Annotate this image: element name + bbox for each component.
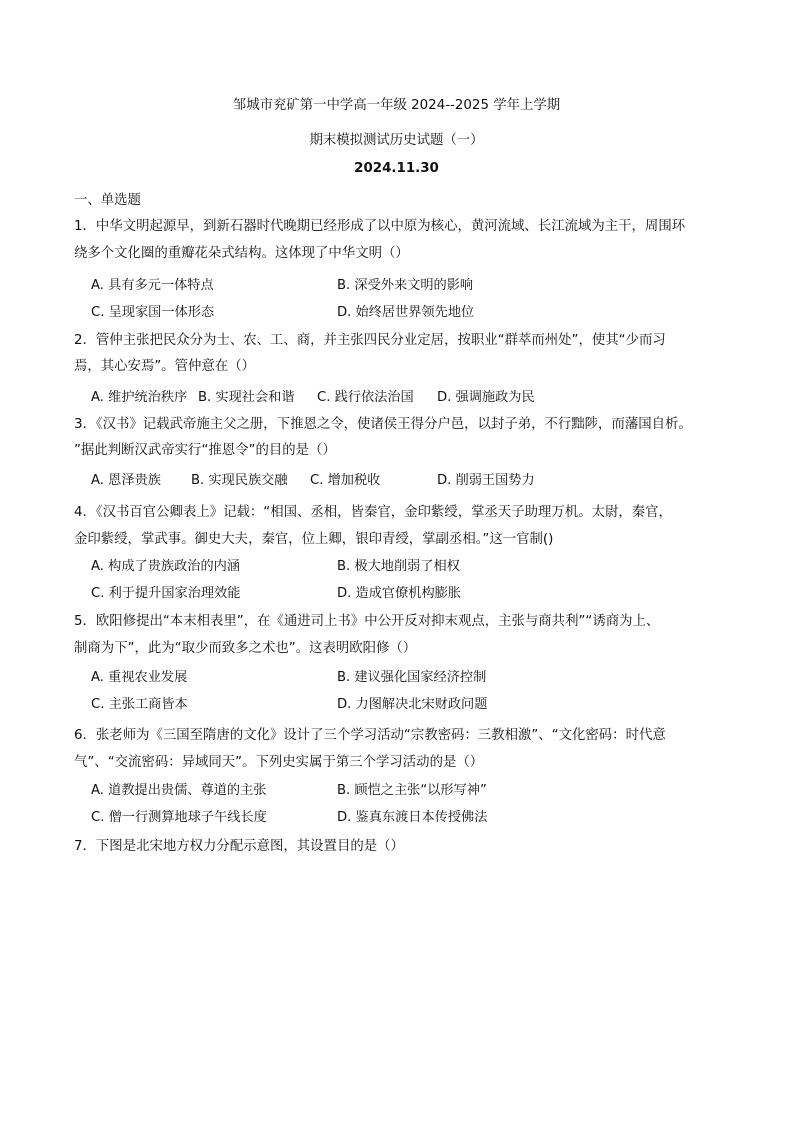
exam-title: 邹城市兖矿第一中学高一年级 2024--2025 学年上学期 <box>232 98 561 113</box>
question-2-option-d: D. 强调施政为民 <box>437 390 535 405</box>
question-1-option-b: B. 深受外来文明的影响 <box>337 278 474 293</box>
question-4-line-2: 金印紫绶，掌武事。御史大夫，秦官，位上卿，银印青绶，掌副丞相。”这一官制() <box>74 532 554 547</box>
exam-subtitle: 期末模拟测试历史试题（一） <box>309 133 484 148</box>
question-4-option-b: B. 极大地削弱了相权 <box>337 559 460 574</box>
question-3-option-b: B. 实现民族交融 <box>191 473 288 488</box>
section-heading: 一、单选题 <box>74 193 141 208</box>
question-6-line-1: 6．张老师为《三国至隋唐的文化》设计了三个学习活动“宗教密码：三教相激”、“文化密码：时代意 <box>74 728 666 743</box>
question-6-option-d: D. 鉴真东渡日本传授佛法 <box>337 810 488 825</box>
question-4-option-c: C. 利于提升国家治理效能 <box>91 586 241 601</box>
exam-date: 2024.11.30 <box>354 161 439 176</box>
question-6-option-a: A. 道教提出贵儒、尊道的主张 <box>91 783 267 798</box>
question-5-line-2: 制商为下”，此为“取少而致多之术也”。这表明欧阳修（） <box>74 641 417 656</box>
question-2-option-a: A. 维护统治秩序 <box>91 390 188 405</box>
question-2-option-b: B. 实现社会和谐 <box>198 390 295 405</box>
question-7-line-1: 7．下图是北宋地方权力分配示意图，其设置目的是（） <box>74 839 404 854</box>
question-2-line-1: 2．管仲主张把民众分为士、农、工、商，并主张四民分业定居，按职业“群萃而州处”，使其“少而习 <box>74 333 666 348</box>
question-3-line-1: 3．《汉书》记载武帝施主父之册，下推恩之令，使诸侯王得分户邑，以封子弟，不行黜陟，而藩国自析。 <box>74 417 692 432</box>
question-1-option-c: C. 呈现家国一体形态 <box>91 305 215 320</box>
question-1-option-d: D. 始终居世界领先地位 <box>337 305 475 320</box>
question-4-line-1: 4．《汉书百官公卿表上》记载：“相国、丞相，皆秦官，金印紫绶，掌丞天子助理万机。太尉，秦官， <box>74 505 672 520</box>
question-5-option-d: D. 力图解决北宋财政问题 <box>337 697 488 712</box>
question-2-line-2: 焉，其心安焉”。管仲意在（） <box>74 359 256 374</box>
question-1-line-1: 1．中华文明起源早，到新石器时代晚期已经形成了以中原为核心，黄河流域、长江流域为主干，周围环 <box>74 219 686 234</box>
question-4-option-a: A. 构成了贵族政治的内涵 <box>91 559 241 574</box>
question-3-option-d: D. 削弱王国势力 <box>437 473 535 488</box>
question-6-option-c: C. 僧一行测算地球子午线长度 <box>91 810 267 825</box>
question-6-line-2: 气”、“交流密码：异域同天”。下列史实属于第三个学习活动的是（） <box>74 755 484 770</box>
question-1-option-a: A. 具有多元一体特点 <box>91 278 214 293</box>
question-5-option-c: C. 主张工商皆本 <box>91 697 188 712</box>
question-3-option-a: A. 恩泽贵族 <box>91 473 161 488</box>
question-6-option-b: B. 顾恺之主张“以形写神” <box>337 783 487 798</box>
question-2-option-c: C. 践行依法治国 <box>317 390 414 405</box>
question-5-line-1: 5．欧阳修提出“本末相表里”，在《通进司上书》中公开反对抑末观点，主张与商共利”“诱商为上、 <box>74 614 660 629</box>
question-4-option-d: D. 造成官僚机构膨胀 <box>337 586 462 601</box>
question-3-option-c: C. 增加税收 <box>310 473 381 488</box>
question-3-line-2: ”据此判断汉武帝实行“推恩令”的目的是（） <box>74 443 336 458</box>
question-5-option-a: A. 重视农业发展 <box>91 670 188 685</box>
question-5-option-b: B. 建议强化国家经济控制 <box>337 670 487 685</box>
question-1-line-2: 绕多个文化圈的重瓣花朵式结构。这体现了中华文明（） <box>74 246 409 261</box>
